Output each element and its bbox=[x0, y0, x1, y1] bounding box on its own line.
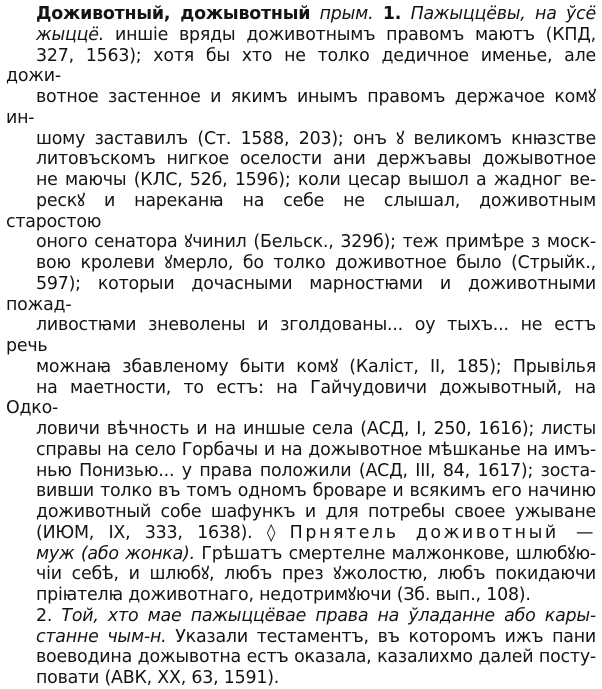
sense-1-number: 1. bbox=[382, 4, 402, 24]
entry-text-line: литовъскомъ нигкое оселости ани держъавы дожывотное bbox=[36, 149, 596, 170]
entry-text-line: рескꙋ и нареканꙗ на себе не слышал, доживотным старостою bbox=[6, 190, 596, 232]
entry-text-line: Указали тестаментъ, въ которомъ ижъ пани bbox=[175, 626, 597, 647]
entry-line-phrase bbox=[6, 523, 596, 544]
entry-text-line: Грѣшатъ смертелне малжонкове, шлюбꙋю- bbox=[201, 543, 596, 564]
sense-2-definition: Той, хто мае пажыццёвае права на ўладанне або кары- bbox=[61, 605, 596, 626]
sense-1-definition: Пажыццёвы, на ўсё bbox=[410, 4, 597, 24]
sense-1-definition-cont: жыццё. bbox=[36, 24, 105, 45]
entry-text-line: вою кролеви ꙋмерло, бо толко доживотное было (Стрыйк., bbox=[36, 253, 596, 273]
entry-line-sense-2b bbox=[6, 627, 596, 648]
sense-2-definition-cont: станне чым-н. bbox=[36, 626, 167, 647]
phrase-definition: муж (або жонка). bbox=[36, 543, 195, 564]
entry-text-line: доживотный собе шафункъ и для потребы своее ужыване bbox=[36, 502, 596, 522]
entry-text-line: пріꙗтелꙗ доживотнаго, недотримꙋючи (Зб. вып., 108). bbox=[36, 585, 531, 605]
entry-headword: Доживотный, дожывотный bbox=[36, 4, 311, 24]
entry-text-line: воеводина дожывотна естъ оказала, казалихмо далей посту- bbox=[36, 647, 596, 668]
entry-text-line: не маючы (КЛС, 52б, 1596); коли цесар вышол а жадног ве- bbox=[36, 170, 596, 190]
entry-sense-2 bbox=[6, 606, 596, 689]
entry-text-line: ловичи вѣчность и на иншые села (АСД, I, 250, 1616); листы bbox=[36, 419, 596, 439]
entry-text-line: нью Понизью... у права положили (АСД, III, 84, 1617); зоста- bbox=[36, 460, 596, 481]
entry-text-line: можнаꙗ збавленому быти комꙋ (Каліст, II, 185); Прывілья bbox=[36, 356, 596, 377]
entry-text-line: чіи себѣ, и шлюбꙋ, любъ през ꙋжолостю, любъ покидаючи bbox=[36, 564, 596, 585]
entry-text-line: вивши толко въ томъ одномъ броваре и всякимъ его начиню bbox=[36, 481, 596, 502]
entry-line-sense-2 bbox=[6, 606, 596, 627]
entry-text-line: 597); которыи дочасными марностꙗми и доживотными пожад- bbox=[6, 273, 596, 315]
entry-text-line: на маетности, то естъ: на Гайчудовичи дожывотный, на Одко- bbox=[6, 377, 596, 419]
entry-text-line: справы на село Горбачы и на дожывотное мѣшканье на имъ- bbox=[36, 439, 596, 460]
entry-text-line: вотное застенное и якимъ инымъ правомъ держачое комꙋ ин- bbox=[6, 87, 596, 128]
entry-line-1 bbox=[6, 4, 596, 25]
entry-line-phrase-def bbox=[6, 544, 596, 565]
entry-text-line: оного сенатора ꙋчинил (Бельск., 329б); теж примѣре з моск- bbox=[36, 232, 596, 253]
diamond-icon: ◊ bbox=[266, 522, 276, 543]
entry-text-line: 327, 1563); хотя бы хто не толко дедичное именье, але дожи- bbox=[6, 45, 596, 87]
phrase-headword: Прнятель доживотный — bbox=[289, 522, 596, 543]
entry-text-line: повати (АВК, XX, 63, 1591). bbox=[36, 668, 280, 688]
entry-text-line: ливостꙗми зневолены и зголдованы... оу тыхъ... не естъ речь bbox=[6, 315, 596, 356]
entry-text-line: шому заставилъ (Ст. 1588, 203); онъ ꙋ великомъ кнꙗзстве bbox=[36, 128, 596, 149]
citation: (ИЮМ, IX, 333, 1638). bbox=[36, 522, 253, 543]
part-of-speech: прым. bbox=[319, 4, 374, 24]
entry-sense-1 bbox=[6, 4, 596, 606]
entry-text-line: иншіе вряды доживотнымъ правомъ маютъ (КПД, bbox=[104, 24, 596, 45]
sense-2-number: 2. bbox=[36, 605, 53, 626]
entry-line-2 bbox=[6, 25, 596, 46]
